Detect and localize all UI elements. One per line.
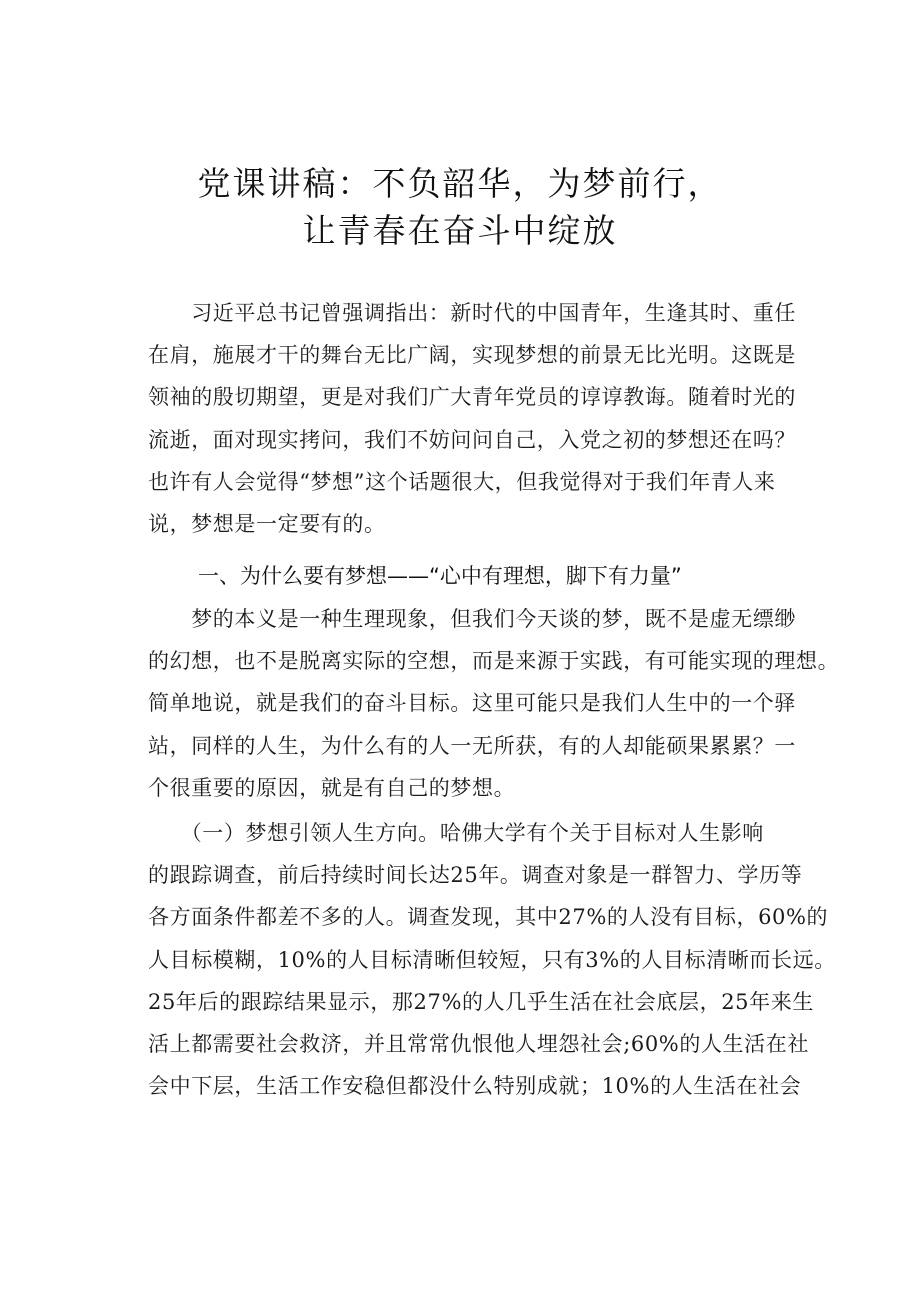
paragraph-line: 25年后的跟踪结果显示，那27%的人几乎生活在社会底层，25年来生 [148,989,814,1014]
paragraph-line: 简单地说，就是我们的奋斗目标。这里可能只是我们人生中的一个驿 [148,691,796,716]
paragraph-line: 的跟踪调查，前后持续时间长达25年。调查对象是一群智力、学历等 [148,863,803,888]
paragraph-line: 活上都需要社会救济，并且常常仇恨他人埋怨社会;60%的人生活在社 [148,1032,809,1057]
paragraph-line: 人目标模糊，10%的人目标清晰但较短，只有3%的人目标清晰而长远。 [148,947,836,972]
paragraph-dream-direction [148,812,836,1107]
paragraph-line: （一）梦想引领人生方向。哈佛大学有个关于目标对人生影响 [148,821,764,845]
section-heading-1: 一、为什么要有梦想——“心中有理想，脚下有力量” [198,564,682,588]
paragraph-intro [148,292,808,545]
paragraph-line: 站，同样的人生，为什么有的人一无所获，有的人却能硕果累累？一 [148,733,796,758]
paragraph-dream-meaning [148,598,840,809]
paragraph-line: 会中下层，生活工作安稳但都没什么特别成就；10%的人生活在社会 [148,1074,802,1099]
document-title-line-2: 让青春在奋斗中绽放 [302,211,618,250]
paragraph-line: 在肩，施展才干的舞台无比广阔，实现梦想的前景无比光明。这既是 [148,343,796,368]
paragraph-line: 梦的本义是一种生理现象，但我们今天谈的梦，既不是虚无缥缈 [148,607,796,631]
paragraph-line: 领袖的殷切期望，更是对我们广大青年党员的谆谆教诲。随着时光的 [148,385,796,410]
paragraph-line: 个很重要的原因，就是有自己的梦想。 [148,775,516,800]
paragraph-line: 也许有人会觉得“梦想”这个话题很大，但我觉得对于我们年青人来 [148,469,776,494]
paragraph-line: 流逝，面对现实拷问，我们不妨问问自己，入党之初的梦想还在吗？ [148,427,796,452]
paragraph-line: 习近平总书记曾强调指出：新时代的中国青年，生逢其时、重任 [148,301,796,325]
paragraph-line: 的幻想，也不是脱离实际的空想，而是来源于实践，有可能实现的理想。 [148,649,840,674]
paragraph-line: 说，梦想是一定要有的。 [148,512,386,537]
paragraph-line: 各方面条件都差不多的人。调查发现，其中27%的人没有目标，60%的 [148,905,829,930]
document-title-line-1: 党课讲稿：不负韶华，为梦前行， [197,164,723,203]
